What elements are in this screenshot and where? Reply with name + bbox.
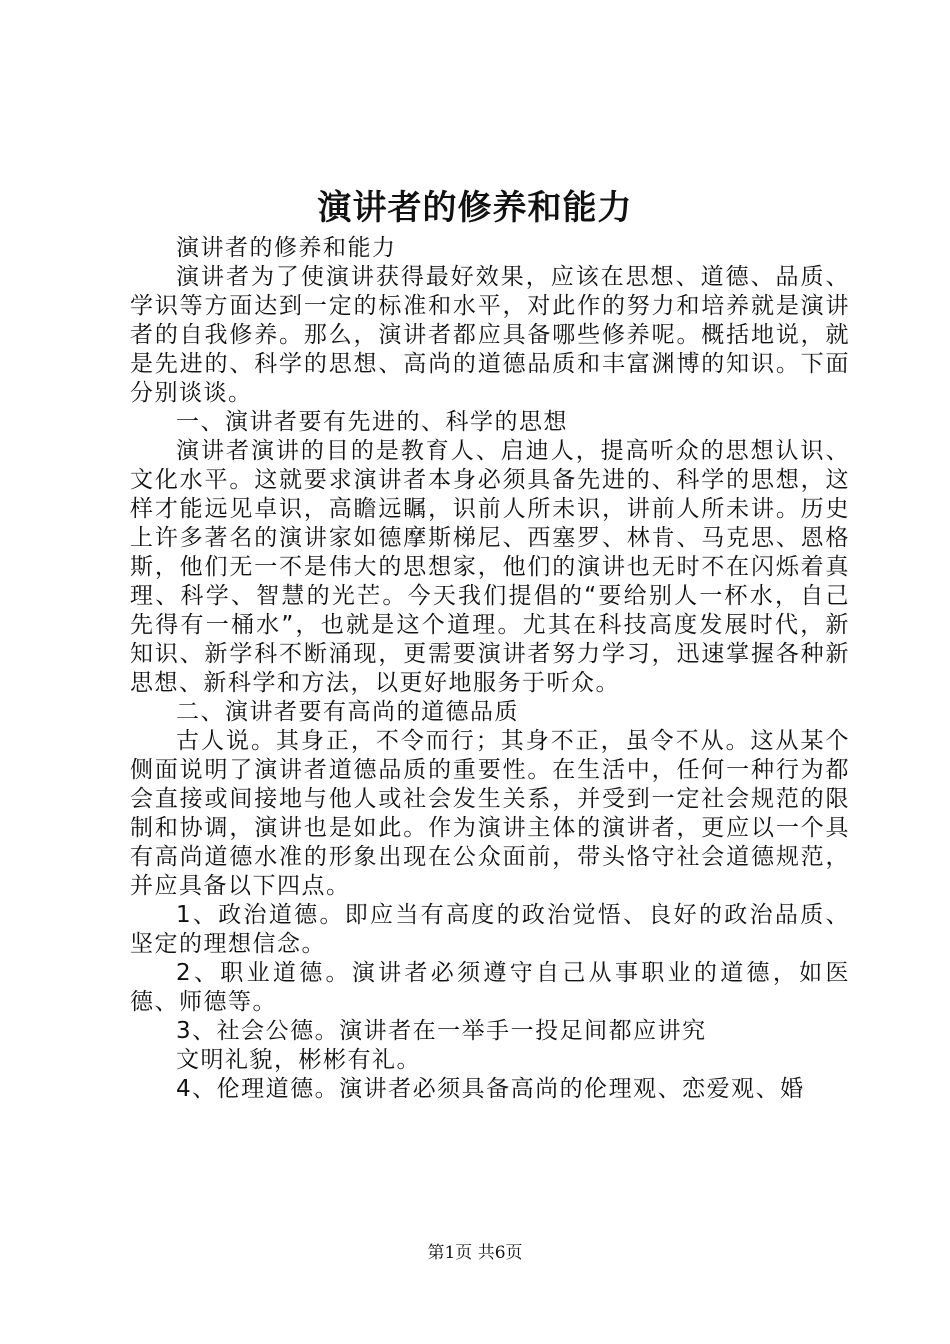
list-item-moral-ethics: 4、伦理道德。演讲者必须具备高尚的伦理观、恋爱观、婚 bbox=[176, 1076, 805, 1102]
list-item-social-ethics: 3、社会公德。演讲者在一举手一投足间都应讲究 bbox=[176, 1018, 707, 1044]
document-title: 演讲者的修养和能力 bbox=[317, 188, 633, 228]
paragraph-section-2: 古人说。其身正，不令而行；其身不正，虽令不从。这从某个侧面说明了演讲者道德品质的重要性。在生活中，任何一种行为都会直接或间接地与他人或社会发生关系，并受到一定社会规范的限制和协调，演讲也是如此。作为演讲主体的演讲者，更应以一个具有高尚道德水准的形象出现在公众面前，带头恪守社会道德规范，并应具备以下四点。 bbox=[130, 728, 850, 899]
section-heading-2: 二、演讲者要有高尚的道德品质 bbox=[176, 699, 519, 725]
section-heading-1: 一、演讲者要有先进的、科学的思想 bbox=[176, 409, 568, 435]
list-item-political-ethics: 1、政治道德。即应当有高度的政治觉悟、良好的政治品质、坚定的理想信念。 bbox=[130, 902, 850, 957]
list-item-social-ethics-continued: 文明礼貌，彬彬有礼。 bbox=[176, 1047, 421, 1073]
document-body bbox=[130, 234, 850, 1104]
list-item-professional-ethics: 2、职业道德。演讲者必须遵守自己从事职业的道德，如医德、师德等。 bbox=[130, 960, 850, 1015]
paragraph-subtitle: 演讲者的修养和能力 bbox=[176, 235, 397, 261]
paragraph-section-1: 演讲者演讲的目的是教育人、启迪人，提高听众的思想认识、文化水平。这就要求演讲者本身必须具备先进的、科学的思想，这样才能远见卓识，高瞻远瞩，识前人所未识，讲前人所未讲。历史上许多著名的演讲家如德摩斯梯尼、西塞罗、林肯、马克思、恩格斯，他们无一不是伟大的思想家，他们的演讲也无时不在闪烁着真理、科学、智慧的光芒。今天我们提倡的“要给别人一杯水，自己先得有一桶水”，也就是这个道理。尤其在科技高度发展时代，新知识、新学科不断涌现，更需要演讲者努力学习，迅速掌握各种新思想、新科学和方法，以更好地服务于听众。 bbox=[130, 438, 850, 696]
paragraph-intro: 演讲者为了使演讲获得最好效果，应该在思想、道德、品质、学识等方面达到一定的标准和水平，对此作的努力和培养就是演讲者的自我修养。那么，演讲者都应具备哪些修养呢。概括地说，就是先进的、科学的思想、高尚的道德品质和丰富渊博的知识。下面分别谈谈。 bbox=[130, 264, 850, 406]
page-footer: 第1页 共6页 bbox=[427, 1243, 523, 1263]
